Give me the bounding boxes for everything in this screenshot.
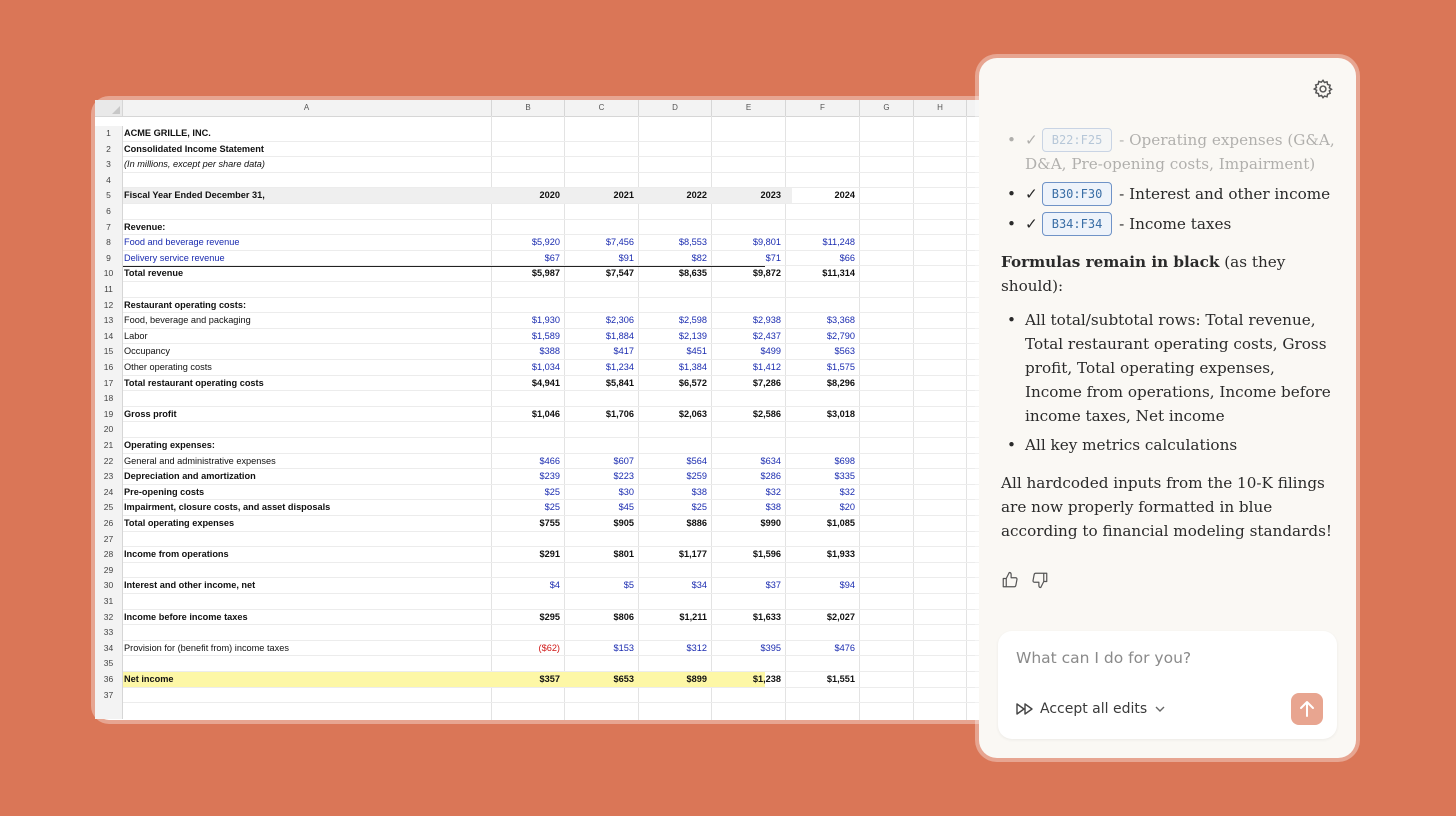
cell-value[interactable]: $563 (834, 346, 855, 357)
formula-rows-list (1001, 308, 1336, 457)
cell-value[interactable]: $1,596 (752, 549, 781, 560)
row-header-2[interactable]: 2 (95, 142, 123, 158)
row-header-22[interactable]: 22 (95, 454, 123, 470)
cell-value[interactable]: $38 (691, 486, 707, 497)
grid-vline (913, 116, 914, 720)
row-label-13[interactable]: Food, beverage and packaging (124, 315, 251, 326)
formula-row-item: • All total/subtotal rows: Total revenue, Total restaurant operating costs, Gross profit, Total operating expenses, Income from operations, Income before income taxes, Net income (1001, 308, 1336, 428)
row-header-26[interactable]: 26 (95, 516, 123, 532)
row-label-36[interactable]: Net income (124, 674, 174, 684)
cell-value[interactable]: $4 (549, 580, 560, 591)
cell-value[interactable]: $634 (760, 455, 781, 466)
cell-value[interactable]: $25 (544, 486, 560, 497)
row-header-5[interactable]: 5 (95, 188, 123, 204)
cell-value[interactable]: $806 (613, 611, 634, 622)
settings-gear-icon[interactable] (1312, 78, 1334, 100)
cell-value[interactable]: $1,412 (752, 362, 781, 372)
cell-value[interactable]: $1,238 (752, 674, 781, 684)
cell-value[interactable]: $7,456 (605, 237, 634, 248)
row-label-17[interactable]: Total restaurant operating costs (124, 377, 264, 388)
row-header-7[interactable]: 7 (95, 220, 123, 236)
cell-value[interactable]: $2,306 (605, 315, 634, 326)
row-header-18[interactable]: 18 (95, 391, 123, 407)
cell-value[interactable]: $66 (839, 252, 855, 263)
cell-value[interactable]: $91 (618, 252, 634, 263)
cell-value[interactable]: $4,941 (531, 377, 560, 388)
row-header-30[interactable]: 30 (95, 578, 123, 594)
column-header-C[interactable]: C (565, 100, 639, 116)
cell-value[interactable]: $1,046 (531, 408, 560, 419)
cell-value[interactable]: $5,920 (531, 237, 560, 248)
row-header-31[interactable]: 31 (95, 594, 123, 610)
row-header-13[interactable]: 13 (95, 313, 123, 329)
row-label-22[interactable]: General and administrative expenses (124, 455, 276, 466)
cell-value[interactable]: $499 (760, 346, 781, 357)
cell-value[interactable]: $8,635 (678, 268, 707, 279)
row-label-14[interactable]: Labor (124, 330, 148, 341)
cell-value[interactable]: $45 (618, 502, 634, 513)
row-label-28[interactable]: Income from operations (124, 549, 229, 560)
spreadsheet-window (95, 100, 995, 720)
cell-value[interactable]: $20 (839, 502, 855, 513)
range-chip[interactable]: B34:F34 (1042, 212, 1113, 236)
row-header-stub (95, 703, 123, 719)
check-icon: ✓ (1025, 185, 1038, 203)
cell-value[interactable]: $32 (839, 486, 855, 497)
row-header-3[interactable]: 3 (95, 157, 123, 173)
cell-value[interactable]: 2024 (834, 190, 855, 201)
thumbs-down-icon[interactable] (1031, 571, 1049, 589)
row-header-8[interactable]: 8 (95, 235, 123, 251)
cell-value[interactable]: $30 (618, 486, 634, 497)
range-description: - Interest and other income (1114, 185, 1331, 203)
cell-value[interactable]: $295 (539, 611, 560, 622)
cell-value[interactable]: $9,872 (752, 268, 781, 279)
chat-input-box[interactable] (998, 631, 1337, 739)
column-header-H[interactable]: H (914, 100, 967, 116)
row-header-37[interactable]: 37 (95, 688, 123, 704)
cell-value[interactable]: $37 (765, 580, 781, 591)
cell-value[interactable]: $153 (613, 642, 634, 653)
row-label-30[interactable]: Interest and other income, net (124, 580, 256, 591)
cell-value[interactable]: $451 (686, 346, 707, 357)
column-header-G[interactable]: G (860, 100, 914, 116)
row-header-16[interactable]: 16 (95, 360, 123, 376)
cell-value[interactable]: $9,801 (752, 237, 781, 248)
column-header-D[interactable]: D (639, 100, 712, 116)
row-header-12[interactable]: 12 (95, 298, 123, 314)
range-description: - Income taxes (1114, 215, 1232, 233)
cell-value[interactable]: $564 (686, 455, 707, 466)
cell-value[interactable]: $990 (760, 518, 781, 528)
cell-value[interactable]: $801 (613, 549, 634, 560)
row-header-17[interactable]: 17 (95, 376, 123, 392)
grid-hline (122, 702, 995, 703)
edited-ranges-list (1001, 128, 1336, 236)
cell-value[interactable]: $1,575 (826, 362, 855, 372)
grid-vline (966, 116, 967, 720)
cell-value[interactable]: $32 (765, 486, 781, 497)
row-header-14[interactable]: 14 (95, 329, 123, 345)
cell-value[interactable]: $2,027 (826, 611, 855, 622)
cell-value[interactable]: $698 (834, 455, 855, 466)
cell-value[interactable]: $8,296 (826, 377, 855, 388)
row-header-36[interactable]: 36 (95, 672, 123, 688)
row-header-29[interactable]: 29 (95, 563, 123, 579)
cell-value[interactable]: $71 (765, 252, 781, 263)
cell-value[interactable]: 2022 (686, 190, 707, 201)
cell-value[interactable]: $312 (686, 642, 707, 653)
column-header-B[interactable]: B (492, 100, 565, 116)
cell-value[interactable]: $607 (613, 455, 634, 466)
cell-value[interactable]: $6,572 (678, 377, 707, 388)
row-header-19[interactable]: 19 (95, 407, 123, 423)
cell-value[interactable]: $25 (544, 502, 560, 513)
row-header-21[interactable]: 21 (95, 438, 123, 454)
row-label-3[interactable]: (In millions, except per share data) (124, 159, 265, 170)
cell-value[interactable]: $1,633 (752, 611, 781, 622)
row-label-26[interactable]: Total operating expenses (124, 518, 235, 528)
range-chip[interactable]: B30:F30 (1042, 182, 1113, 206)
cell-value[interactable]: $7,547 (605, 268, 634, 279)
row-label-23[interactable]: Depreciation and amortization (124, 471, 256, 482)
row-header-32[interactable]: 32 (95, 610, 123, 626)
row-header-25[interactable]: 25 (95, 500, 123, 516)
cell-value[interactable]: $5,987 (531, 268, 560, 279)
cell-value[interactable]: $1,234 (605, 362, 634, 372)
cell-value[interactable]: $34 (691, 580, 707, 591)
row-label-8[interactable]: Food and beverage revenue (124, 237, 240, 248)
row-header-35[interactable]: 35 (95, 656, 123, 672)
row-header-6[interactable]: 6 (95, 204, 123, 220)
cell-value[interactable]: 2021 (613, 190, 634, 201)
row-header-9[interactable]: 9 (95, 251, 123, 267)
cell-value[interactable]: $335 (834, 471, 855, 482)
row-header-28[interactable]: 28 (95, 547, 123, 563)
row-label-12[interactable]: Restaurant operating costs: (124, 299, 247, 310)
row-label-16[interactable]: Other operating costs (124, 362, 212, 372)
assistant-panel (979, 58, 1356, 758)
cell-value[interactable]: $5 (623, 580, 634, 591)
row-label-19[interactable]: Gross profit (124, 408, 177, 419)
row-label-21[interactable]: Operating expenses: (124, 440, 215, 450)
check-icon: ✓ (1025, 215, 1038, 233)
cell-value[interactable]: $291 (539, 549, 560, 560)
row-label-10[interactable]: Total revenue (124, 268, 184, 279)
cell-value[interactable]: $5,841 (605, 377, 634, 388)
thumbs-up-icon[interactable] (1001, 571, 1019, 589)
range-description: - Operating expenses (G&A, D&A, Pre-opening costs, Impairment) (1025, 131, 1335, 173)
cell-value[interactable]: $82 (691, 252, 707, 263)
cell-value[interactable]: $1,177 (678, 549, 707, 560)
formulas-bold: Formulas remain in black (1001, 253, 1220, 271)
row-label-5[interactable]: Fiscal Year Ended December 31, (124, 190, 265, 201)
assistant-message (1001, 128, 1336, 543)
chevron-down-icon (1153, 702, 1167, 716)
cell-value[interactable]: $2,586 (752, 408, 781, 419)
range-chip[interactable]: B22:F25 (1042, 128, 1113, 152)
cell-value[interactable]: $2,063 (678, 408, 707, 419)
row-header-27[interactable]: 27 (95, 532, 123, 548)
cell-value[interactable]: $476 (834, 642, 855, 653)
row-header-10[interactable]: 10 (95, 266, 123, 282)
cell-value[interactable]: $417 (613, 346, 634, 357)
row-label-15[interactable]: Occupancy (124, 346, 170, 357)
check-icon: ✓ (1025, 131, 1038, 149)
row-header-23[interactable]: 23 (95, 469, 123, 485)
cell-value[interactable]: $466 (539, 455, 560, 466)
cell-value[interactable]: $286 (760, 471, 781, 482)
cell-value[interactable]: $67 (544, 252, 560, 263)
cell-value[interactable]: 2020 (539, 190, 560, 201)
formulas-heading (1001, 250, 1336, 298)
cell-value[interactable]: $94 (839, 580, 855, 591)
row-label-2[interactable]: Consolidated Income Statement (124, 143, 264, 154)
cell-value[interactable]: $1,706 (605, 408, 634, 419)
row-label-34[interactable]: Provision for (benefit from) income taxes (124, 642, 289, 653)
accept-all-edits-label: Accept all edits (1040, 701, 1148, 717)
cell-value[interactable]: $11,314 (822, 268, 855, 279)
cell-value[interactable]: $8,553 (678, 237, 707, 248)
cell-value[interactable]: $388 (539, 346, 560, 357)
cell-value[interactable]: $1,034 (531, 362, 560, 372)
cell-value[interactable]: $1,211 (679, 611, 707, 622)
row-header-1[interactable]: 1 (95, 126, 123, 142)
send-button[interactable] (1291, 693, 1323, 725)
cell-value[interactable]: $1,589 (531, 330, 560, 341)
cell-value[interactable]: $1,085 (826, 518, 855, 528)
cell-value[interactable]: $886 (686, 518, 707, 528)
row-header-15[interactable]: 15 (95, 344, 123, 360)
formula-row-item: • All key metrics calculations (1001, 433, 1336, 457)
cell-value[interactable]: 2023 (760, 190, 781, 201)
row-header-4[interactable]: 4 (95, 173, 123, 189)
cell-value[interactable]: $3,368 (826, 315, 855, 326)
cell-value[interactable]: $653 (613, 674, 634, 684)
cell-value[interactable]: $2,598 (678, 315, 707, 326)
cell-value[interactable]: $1,551 (826, 674, 855, 684)
cell-value[interactable]: $25 (691, 502, 707, 513)
arrow-up-icon (1291, 693, 1323, 725)
reactions (1001, 571, 1071, 593)
row-label-7[interactable]: Revenue: (124, 221, 166, 232)
row-label-1[interactable]: ACME GRILLE, INC. (124, 128, 211, 138)
row-label-25[interactable]: Impairment, closure costs, and asset disposals (124, 502, 331, 513)
cell-value[interactable]: $7,286 (752, 377, 781, 388)
cell-value[interactable]: $1,930 (531, 315, 560, 326)
cell-value[interactable]: $905 (613, 518, 634, 528)
cell-value[interactable]: $11,248 (822, 237, 855, 248)
cell-value[interactable]: $1,884 (605, 330, 634, 341)
cell-value[interactable]: $899 (686, 674, 707, 684)
cell-value[interactable]: $2,437 (752, 330, 781, 341)
cell-value[interactable]: $2,139 (678, 330, 707, 341)
select-all-corner[interactable] (95, 100, 123, 116)
cell-value[interactable]: $395 (760, 642, 781, 653)
cell-value[interactable]: $3,018 (826, 408, 855, 419)
row-header-34[interactable]: 34 (95, 641, 123, 657)
column-header-A[interactable]: A (122, 100, 492, 116)
edited-range-item (1001, 128, 1336, 176)
row-header-11[interactable]: 11 (95, 282, 123, 298)
row-label-9[interactable]: Delivery service revenue (124, 252, 225, 263)
cell-value[interactable]: $2,790 (826, 330, 855, 341)
edited-range-item (1001, 182, 1336, 206)
chat-input-placeholder[interactable]: What can I do for you? (1016, 649, 1192, 667)
cell-value[interactable]: $239 (539, 471, 560, 482)
closing-text: All hardcoded inputs from the 10-K filings are now properly formatted in blue according to financial modeling standards! (1001, 474, 1332, 540)
cell-value[interactable]: $38 (765, 502, 781, 513)
column-header-E[interactable]: E (712, 100, 786, 116)
cell-value[interactable]: $1,933 (826, 549, 855, 560)
cell-value[interactable]: $259 (686, 471, 707, 482)
edited-range-item (1001, 212, 1336, 236)
fast-forward-icon (1016, 702, 1034, 716)
row-header-33[interactable]: 33 (95, 625, 123, 641)
row-label-24[interactable]: Pre-opening costs (124, 486, 205, 497)
cell-value[interactable]: $223 (613, 471, 634, 482)
cell-value[interactable]: $755 (539, 518, 560, 528)
cell-value[interactable]: $357 (539, 674, 560, 684)
column-header-F[interactable]: F (786, 100, 860, 116)
cell-value[interactable]: ($62) (538, 642, 560, 653)
row-header-20[interactable]: 20 (95, 422, 123, 438)
cell-value[interactable]: $2,938 (752, 315, 781, 326)
row-label-32[interactable]: Income before income taxes (124, 611, 248, 622)
cell-value[interactable]: $1,384 (678, 362, 707, 372)
formulas-rest: (as they should): (1001, 253, 1286, 295)
accept-all-edits-dropdown[interactable] (1016, 699, 1173, 719)
row-header-24[interactable]: 24 (95, 485, 123, 501)
